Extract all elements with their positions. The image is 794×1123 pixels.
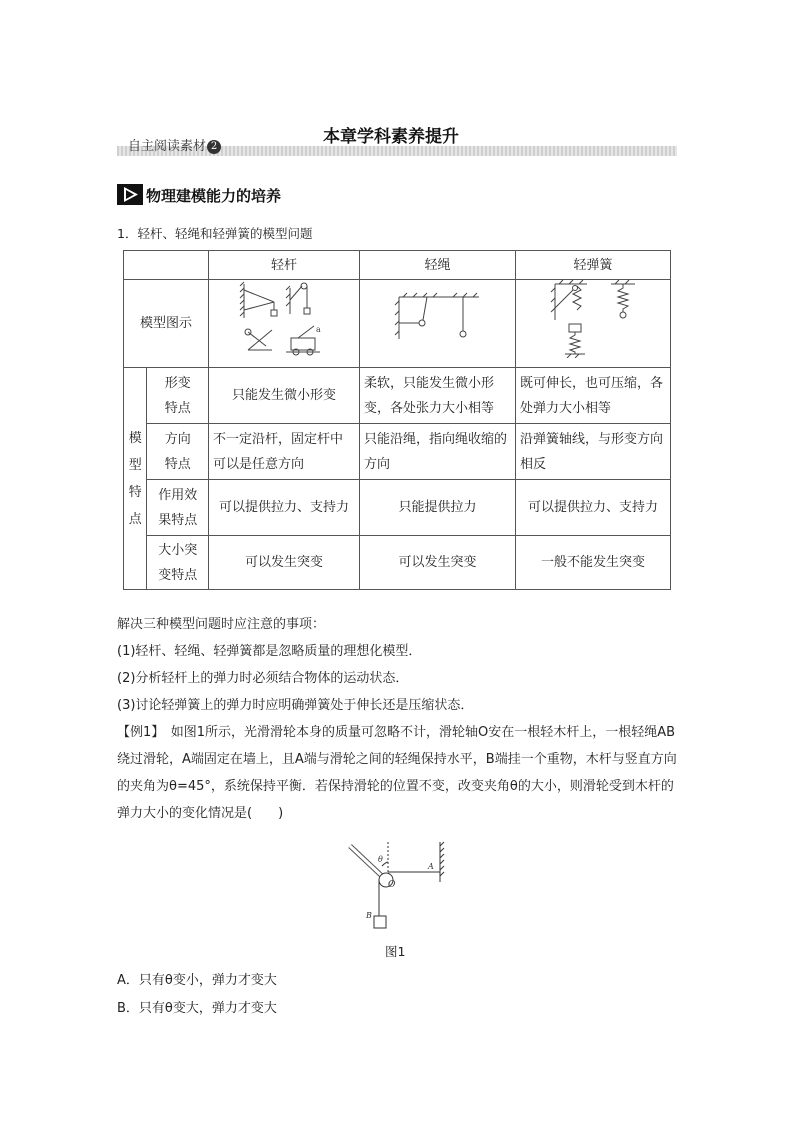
example-text: 如图1所示，光滑滑轮本身的质量可忽略不计，滑轮轴O安在一根轻木杆上，一根轻绳AB绕过滑轮，A端固定在墙上，且A端与滑轮之间的轻绳保持水平，B端挂一个重物，木杆与竖直方向的夹角为θ=45°，系统保持平衡．若保持滑轮的位置不变，改变夹角θ的大小，则滑轮受到木杆的弹力大小的变化情况是( ) — [117, 725, 677, 821]
example-paragraph — [117, 719, 679, 827]
table-row — [124, 536, 671, 590]
table-cell: 只能沿绳，指向绳收缩的方向 — [360, 424, 516, 480]
row-label-line: 形变 — [164, 375, 191, 391]
row-label: 模型图示 — [124, 280, 209, 368]
page-header — [117, 120, 677, 158]
table-row — [124, 480, 671, 536]
table-corner-cell — [124, 251, 209, 280]
section-title: 物理建模能力的培养 — [146, 187, 282, 205]
group-label-char: 模 — [128, 430, 142, 446]
row-label — [147, 536, 209, 590]
light-rope-diagram — [393, 291, 483, 347]
table-cell: 柔软，只能发生微小形变，各处张力大小相等 — [360, 368, 516, 424]
notes-intro: 解决三种模型问题时应注意的事项： — [117, 617, 326, 632]
diagram-row — [124, 280, 671, 368]
header-label-text: 自主阅读素材 — [128, 139, 207, 154]
page-title: 本章学科素养提升 — [323, 127, 459, 147]
column-header: 轻杆 — [209, 251, 360, 280]
row-label-line: 特点 — [164, 456, 191, 472]
table-header-row — [124, 251, 671, 280]
figure-label-a: A — [428, 862, 434, 871]
example-tag: 【例1】 — [117, 725, 158, 740]
row-label — [147, 480, 209, 536]
header-number-badge: 2 — [207, 140, 221, 154]
rod-diagram-cell — [209, 280, 360, 368]
row-label-line: 果特点 — [158, 512, 198, 528]
pulley-figure — [344, 840, 448, 936]
play-arrow-icon — [117, 184, 143, 205]
row-label — [147, 424, 209, 480]
figure-label-b: B — [366, 911, 372, 920]
header-label — [128, 135, 221, 154]
light-rod-diagram — [236, 280, 332, 358]
figure-caption: 图1 — [385, 944, 406, 959]
note-item: (2)分析轻杆上的弹力时必须结合物体的运动状态． — [117, 671, 409, 686]
figure-label-theta: θ — [378, 855, 383, 864]
option-b: B．只有θ变大，弹力才变大 — [117, 1001, 277, 1016]
spring-diagram-cell — [516, 280, 671, 368]
row-label-line: 大小突 — [158, 542, 198, 558]
table-row — [124, 424, 671, 480]
table-cell: 不一定沿杆，固定杆中可以是任意方向 — [209, 424, 360, 480]
note-item: (1)轻杆、轻绳、轻弹簧都是忽略质量的理想化模型． — [117, 644, 422, 659]
light-spring-diagram — [547, 280, 639, 358]
column-header: 轻绳 — [360, 251, 516, 280]
group-label-char: 点 — [128, 511, 142, 527]
figure-label-o: O — [388, 880, 396, 890]
table-cell: 可以提供拉力、支持力 — [516, 480, 671, 536]
table-row — [124, 368, 671, 424]
group-label-char: 特 — [128, 484, 142, 500]
row-label-line: 变特点 — [158, 567, 198, 583]
group-label-char: 型 — [128, 457, 142, 473]
rope-diagram-cell — [360, 280, 516, 368]
table-cell: 可以提供拉力、支持力 — [209, 480, 360, 536]
option-a: A．只有θ变小，弹力才变大 — [117, 973, 277, 988]
table-cell: 可以发生突变 — [360, 536, 516, 590]
rod-diagram-label-a: a — [316, 325, 321, 334]
table-cell: 既可伸长，也可压缩，各处弹力大小相等 — [516, 368, 671, 424]
table-cell: 只能发生微小形变 — [209, 368, 360, 424]
table-cell: 可以发生突变 — [209, 536, 360, 590]
row-label-line: 作用效 — [158, 487, 198, 503]
table-cell: 只能提供拉力 — [360, 480, 516, 536]
column-header: 轻弹簧 — [516, 251, 671, 280]
subheading: 1．轻杆、轻绳和轻弹簧的模型问题 — [117, 226, 313, 241]
table-cell: 一般不能发生突变 — [516, 536, 671, 590]
row-label-line: 方向 — [164, 431, 191, 447]
note-item: (3)讨论轻弹簧上的弹力时应明确弹簧处于伸长还是压缩状态． — [117, 698, 474, 713]
row-label-line: 特点 — [164, 400, 191, 416]
model-table — [123, 250, 671, 590]
group-label — [124, 368, 147, 590]
table-cell: 沿弹簧轴线，与形变方向相反 — [516, 424, 671, 480]
row-label — [147, 368, 209, 424]
